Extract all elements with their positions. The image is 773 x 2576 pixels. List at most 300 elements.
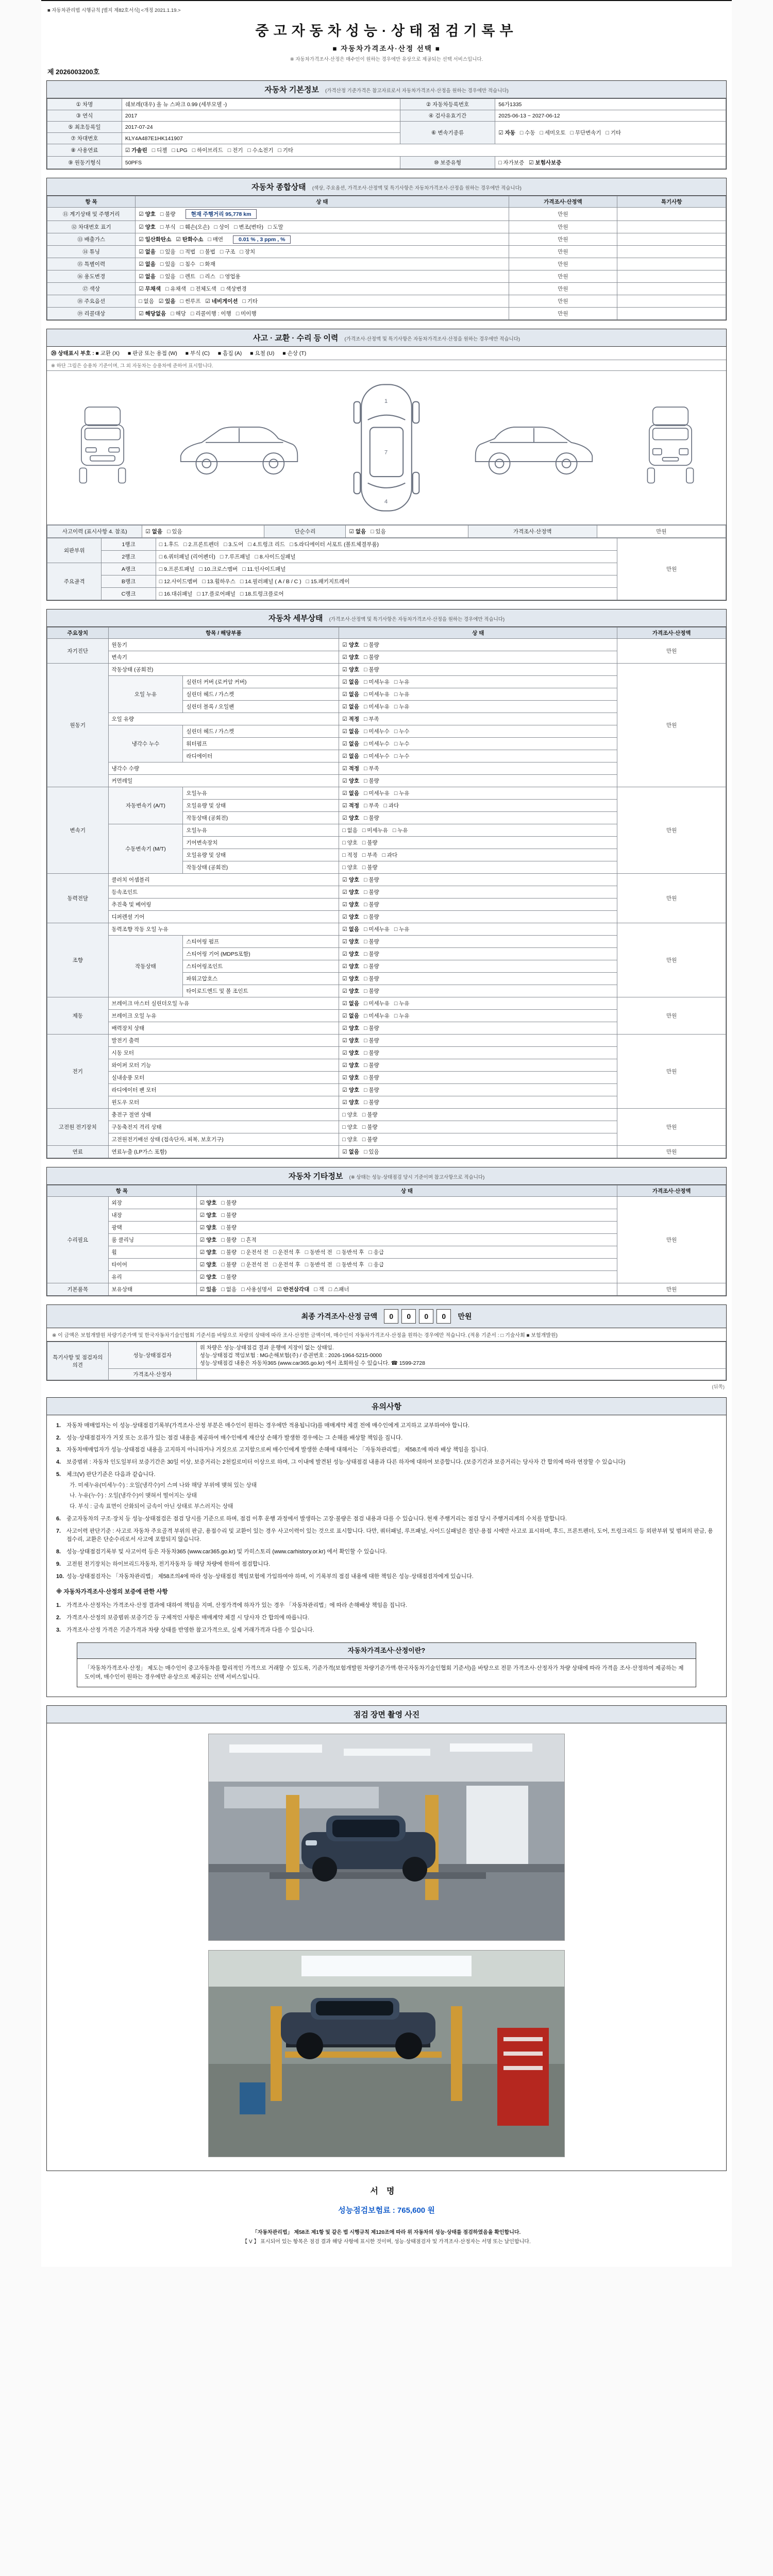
- accident-status: [47, 525, 726, 538]
- checkbox-option[interactable]: □ 있음: [160, 249, 176, 255]
- checkbox-option[interactable]: ☑ 양호: [199, 1249, 217, 1256]
- unchecked-checkbox-icon: □: [364, 790, 367, 796]
- checkbox-option[interactable]: □ 과다: [383, 803, 399, 809]
- unchecked-checkbox-icon: □: [159, 579, 163, 585]
- field-value: 실린더 헤드 / 가스켓: [183, 725, 339, 738]
- checkbox-option[interactable]: ☑ 양호: [342, 1062, 359, 1069]
- form-reference: ■ 자동차관리법 시행규칙 [별지 제82호서식] <개정 2021.1.19.>: [47, 8, 181, 13]
- unchecked-checkbox-icon: □: [199, 566, 203, 572]
- checkbox-option[interactable]: ☑ 양호: [139, 224, 156, 230]
- checkbox-option[interactable]: □ 해당: [171, 311, 186, 317]
- price-digit-box: 0: [419, 1309, 433, 1324]
- price-cell: 만원: [617, 997, 726, 1035]
- checkbox-option[interactable]: □ 미세누유: [364, 790, 390, 796]
- checkbox-option[interactable]: □ 동반석 전: [305, 1262, 332, 1268]
- checkbox-option[interactable]: □ 응급: [368, 1249, 384, 1256]
- checkbox-option[interactable]: □ 불량: [221, 1212, 237, 1218]
- checkbox-option[interactable]: □ 리스: [200, 274, 215, 280]
- checkbox-option[interactable]: ☑ 양호: [342, 654, 359, 660]
- price-appraisal-option[interactable]: ■ 자동차가격조사·산정 선택 ■: [332, 45, 441, 53]
- checkbox-option[interactable]: □ 자가보증: [498, 160, 525, 166]
- checkbox-option[interactable]: ☑ 양호: [342, 877, 359, 883]
- field-label: 동력전달: [47, 874, 109, 923]
- checkbox-option[interactable]: □ 불량: [364, 1062, 379, 1069]
- checkbox-option[interactable]: ☑ 없음: [342, 741, 359, 747]
- checkbox-option[interactable]: □ 17.플로어패널: [197, 591, 236, 597]
- checkbox-option[interactable]: □ 적법: [180, 249, 196, 255]
- checkbox-option[interactable]: ☑ 양호: [199, 1200, 217, 1206]
- checkbox-option[interactable]: ☑ 양호: [342, 1025, 359, 1031]
- field-value: [136, 208, 509, 221]
- checkbox-option[interactable]: □ 운전석 전: [241, 1249, 268, 1256]
- checkbox-option[interactable]: □ 전기: [227, 147, 243, 154]
- checkbox-option[interactable]: □ 기타: [242, 298, 258, 304]
- checkbox-option[interactable]: ☑ 양호: [342, 889, 359, 895]
- checkbox-option[interactable]: □ 잭: [314, 1286, 324, 1293]
- checkbox-option[interactable]: □ 없음: [221, 1286, 237, 1293]
- checkbox-option[interactable]: ☑ 양호: [199, 1274, 217, 1280]
- checkbox-option[interactable]: □ 불량: [221, 1237, 237, 1243]
- checkbox-option[interactable]: □ 불량: [364, 778, 379, 784]
- checked-checkbox-icon: ☑: [342, 926, 347, 933]
- checkbox-option[interactable]: □ 불량: [364, 1087, 379, 1093]
- field-label: ⑮ 특별이력: [47, 258, 136, 270]
- checkbox-option[interactable]: □ 불량: [364, 939, 379, 945]
- checkbox-option[interactable]: □ 불량: [362, 1137, 378, 1143]
- checkbox-option[interactable]: □ 11.인사이드패널: [242, 566, 286, 572]
- checkbox-option[interactable]: □ 기타: [278, 147, 293, 154]
- checkbox-option[interactable]: ☑ 양호: [342, 963, 359, 970]
- checkbox-option[interactable]: ☑ 양호: [342, 976, 359, 982]
- checkbox-option[interactable]: □ 썬루프: [180, 298, 201, 304]
- notice-subitem: 나. 누유(누수) : 오일(냉각수)이 맺혀서 떨어지는 상태: [70, 1493, 197, 1499]
- checkbox-option[interactable]: □ 디젤: [152, 147, 167, 154]
- checkbox-option[interactable]: □ 불량: [364, 877, 379, 883]
- checkbox-option[interactable]: □ 2.프론트펜더: [183, 541, 219, 548]
- checkbox-option[interactable]: □ 3.도어: [223, 541, 244, 548]
- checkbox-option[interactable]: □ 16.대쉬패널: [159, 591, 193, 597]
- unchecked-checkbox-icon: □: [241, 1286, 245, 1293]
- checkbox-option[interactable]: □ 미세누수: [364, 741, 390, 747]
- unchecked-checkbox-icon: □: [364, 815, 367, 821]
- field-value: [339, 837, 617, 849]
- checkbox-option[interactable]: □ 미세누수: [364, 753, 390, 759]
- checkbox-option[interactable]: □ 미세누유: [364, 1013, 390, 1019]
- checkbox-option[interactable]: □ 흔적: [241, 1237, 257, 1243]
- unchecked-checkbox-icon: □: [159, 554, 163, 560]
- checked-checkbox-icon: ☑: [342, 790, 347, 796]
- unchecked-checkbox-icon: □: [197, 591, 200, 597]
- checkbox-option[interactable]: ☑ 양호: [342, 667, 359, 673]
- unchecked-checkbox-icon: □: [364, 988, 367, 994]
- checkbox-option[interactable]: □ 1.후드: [159, 541, 179, 548]
- column-header: 주요장치: [47, 628, 109, 639]
- field-value: [196, 1283, 617, 1296]
- checkbox-option[interactable]: □ 부족: [362, 852, 378, 858]
- checkbox-option[interactable]: □ 장치: [240, 249, 256, 255]
- checkbox-option[interactable]: □ 불량: [362, 1112, 378, 1118]
- checkbox-option[interactable]: ☑ 없음: [342, 691, 359, 698]
- checkbox-option[interactable]: □ 미세누유: [364, 691, 390, 698]
- checkbox-option[interactable]: ☑ 양호: [342, 778, 359, 784]
- checkbox-option[interactable]: □ 불량: [221, 1225, 237, 1231]
- checkbox-option[interactable]: ☑ 양호: [342, 1075, 359, 1081]
- checkbox-option[interactable]: □ 불량: [364, 963, 379, 970]
- unchecked-checkbox-icon: □: [364, 741, 367, 747]
- checkbox-option[interactable]: □ 부족: [364, 766, 379, 772]
- checked-checkbox-icon: ☑: [342, 889, 347, 895]
- unchecked-checkbox-icon: □: [241, 1249, 245, 1256]
- checkbox-option[interactable]: ☑ 양호: [342, 951, 359, 957]
- field-value: 구동축전지 격리 상태: [108, 1121, 339, 1133]
- damage-legend-note: ※ 하단 그림은 승용차 기준이며, 그 외 자동차는 승용차에 준하여 표시합니다.: [47, 360, 726, 371]
- checkbox-option[interactable]: □ 운전석 후: [273, 1249, 300, 1256]
- checkbox-option[interactable]: ☑ 적정: [342, 803, 359, 809]
- unchecked-checkbox-icon: □: [221, 1200, 225, 1206]
- checkbox-option[interactable]: □ 12.사이드멤버: [159, 579, 198, 585]
- unchecked-checkbox-icon: □: [364, 1025, 367, 1031]
- legend-item: ■ 판금 또는 용접 (W): [128, 350, 177, 357]
- price-digit-box: 0: [384, 1309, 398, 1324]
- field-label: ⑫ 차대번호 표기: [47, 221, 136, 233]
- unchecked-checkbox-icon: □: [236, 311, 240, 317]
- field-value: [339, 1133, 617, 1146]
- checkbox-option[interactable]: □ 누유: [394, 679, 410, 685]
- checkbox-option[interactable]: □ 불량: [364, 1025, 379, 1031]
- checkbox-option[interactable]: ☑ 적정: [342, 716, 359, 722]
- field-label: ⑭ 튜닝: [47, 246, 136, 258]
- checkbox-option[interactable]: □ 렌트: [180, 274, 196, 280]
- checkbox-option[interactable]: ☑ 없음: [139, 261, 156, 267]
- checkbox-option[interactable]: ☑ 양호: [342, 1099, 359, 1106]
- checkbox-option[interactable]: □ 5.라디에이터 서포트 (볼트체결부품): [290, 541, 379, 548]
- unchecked-checkbox-icon: □: [221, 1286, 225, 1293]
- checkbox-option[interactable]: □ 누유: [392, 827, 408, 834]
- checkbox-option[interactable]: □ 변조(변타): [234, 224, 264, 230]
- checkbox-option[interactable]: □ 미세누유: [362, 827, 388, 834]
- checkbox-option[interactable]: □ 수동: [519, 130, 535, 136]
- field-value: [339, 936, 617, 948]
- checkbox-option[interactable]: □ 불량: [364, 902, 379, 908]
- checkbox-option[interactable]: □ 훼손(오손): [180, 224, 210, 230]
- checkbox-option[interactable]: □ 운전석 전: [241, 1262, 268, 1268]
- svg-text:7: 7: [384, 449, 388, 456]
- checkbox-option[interactable]: □ 부족: [364, 716, 379, 722]
- unchecked-checkbox-icon: □: [221, 1274, 225, 1280]
- checkbox-option[interactable]: □ 불량: [364, 988, 379, 994]
- checkbox-option[interactable]: ☑ 없음: [342, 1013, 359, 1019]
- checkbox-option[interactable]: ☑ 양호: [199, 1225, 217, 1231]
- checkbox-option[interactable]: ☑ 자동: [498, 130, 515, 136]
- section-detail-condition: [46, 609, 727, 1159]
- checkbox-option[interactable]: □ 불량: [364, 1038, 379, 1044]
- field-value: 위 차량은 성능·상태점검 결과 운행에 지장이 없는 상태임. 성능·상태점검 책임보험 : MG손해보험(주) / 증권번호 : 2026-1964-5215-0000 성능·상태점검 내용은 자동차365 (www.car365.go.kr) 에서 조회하실 수 있습니다. ☎ 1599-2728: [196, 1342, 726, 1369]
- field-value: 충전구 절연 상태: [108, 1109, 339, 1121]
- checkbox-option[interactable]: □ 불량: [364, 667, 379, 673]
- unchecked-checkbox-icon: □: [342, 865, 346, 871]
- checkbox-option[interactable]: □ 불량: [364, 1050, 379, 1056]
- checkbox-option[interactable]: ☑ 없음: [145, 529, 163, 535]
- checkbox-option[interactable]: □ 부족: [364, 803, 379, 809]
- checkbox-option[interactable]: □ 불법: [200, 249, 215, 255]
- checkbox-option[interactable]: □ 누수: [394, 741, 410, 747]
- checkbox-option[interactable]: □ 불량: [362, 840, 378, 846]
- checkbox-option[interactable]: □ 미이행: [236, 311, 257, 317]
- field-value: 파워고압호스: [183, 973, 339, 985]
- checkbox-option[interactable]: □ 13.휠하우스: [202, 579, 236, 585]
- checkbox-option[interactable]: □ 불량: [364, 1075, 379, 1081]
- checkbox-option[interactable]: ☑ 네비게이션: [205, 298, 238, 304]
- checkbox-option[interactable]: ☑ 양호: [342, 1050, 359, 1056]
- checkbox-option[interactable]: □ 있음: [167, 529, 182, 535]
- checkbox-option[interactable]: □ 있음: [160, 274, 176, 280]
- checkbox-option[interactable]: □ 미세누수: [364, 728, 390, 735]
- checkbox-option[interactable]: □ 구조: [220, 249, 236, 255]
- checkbox-option[interactable]: □ 15.패키지트레이: [306, 579, 350, 585]
- checkbox-option[interactable]: □ 불량: [364, 976, 379, 982]
- price-cell: 만원: [509, 258, 617, 270]
- signature-label[interactable]: 서명: [370, 2187, 403, 2196]
- checkbox-option[interactable]: ☑ 양호: [342, 815, 359, 821]
- checked-checkbox-icon: ☑: [342, 642, 347, 648]
- checkbox-option[interactable]: □ 9.프론트패널: [159, 566, 195, 572]
- checkbox-option[interactable]: ☑ 해당없음: [139, 311, 166, 317]
- field-label: 제동: [47, 997, 109, 1035]
- checkbox-option[interactable]: □ 없음: [342, 827, 358, 834]
- checkbox-option[interactable]: □ 동반석 후: [337, 1249, 364, 1256]
- checkbox-option[interactable]: □ 4.트렁크 리드: [248, 541, 285, 548]
- checkbox-option[interactable]: □ 상이: [214, 224, 230, 230]
- checkbox-option[interactable]: ☑ 없음: [342, 728, 359, 735]
- checkbox-option[interactable]: □ 8.사이드실패널: [255, 554, 296, 560]
- checkbox-option[interactable]: ☑ 양호: [199, 1212, 217, 1218]
- checkbox-option[interactable]: □ 불량: [364, 889, 379, 895]
- checkbox-option[interactable]: □ 없음: [139, 298, 154, 304]
- checkbox-option[interactable]: ☑ 양호: [342, 988, 359, 994]
- field-value: [339, 787, 617, 800]
- checkbox-option[interactable]: □ 불량: [221, 1200, 237, 1206]
- checkbox-option[interactable]: ☑ 없음: [342, 1149, 359, 1155]
- unchecked-checkbox-icon: □: [364, 902, 367, 908]
- checkbox-option[interactable]: ☑ 양호: [199, 1237, 217, 1243]
- unchecked-checkbox-icon: □: [364, 877, 367, 883]
- checkbox-option[interactable]: □ 양호: [342, 1124, 358, 1130]
- checkbox-option[interactable]: □ 누유: [394, 926, 410, 933]
- damage-legend-items: [96, 350, 315, 357]
- subgroup-label: 자동변속기 (A/T): [108, 787, 183, 824]
- field-label: ⑱ 주요옵션: [47, 295, 136, 308]
- field-value: [339, 762, 617, 775]
- checkbox-option[interactable]: □ 미세누유: [364, 704, 390, 710]
- checkbox-option[interactable]: ☑ 안전삼각대: [277, 1286, 310, 1293]
- unchecked-checkbox-icon: □: [364, 667, 367, 673]
- field-value: 원동기: [108, 639, 339, 651]
- checkbox-option[interactable]: □ 응급: [368, 1262, 384, 1268]
- field-value: 추진축 및 베어링: [108, 899, 339, 911]
- field-value: [339, 973, 617, 985]
- checkbox-option[interactable]: □ 리콜이행 : 이행: [190, 311, 231, 317]
- checkbox-option[interactable]: □ 누수: [394, 728, 410, 735]
- car-diagram-left-side: [172, 409, 306, 486]
- checkbox-option[interactable]: ☑ 보험사보증: [529, 160, 562, 166]
- checkbox-option[interactable]: □ 동반석 전: [305, 1249, 332, 1256]
- checkbox-option[interactable]: □ 미세누유: [364, 926, 390, 933]
- checkbox-option[interactable]: ☑ 없음: [342, 679, 359, 685]
- checkbox-option[interactable]: ☑ 양호: [342, 642, 359, 648]
- checkbox-option[interactable]: □ 수소전기: [247, 147, 274, 154]
- checkbox-option[interactable]: □ 기타: [606, 130, 621, 136]
- field-value: 커먼레일: [108, 775, 339, 787]
- checkbox-option[interactable]: ☑ 없음: [342, 753, 359, 759]
- checkbox-option[interactable]: □ 10.크로스멤버: [199, 566, 238, 572]
- unchecked-checkbox-icon: □: [364, 914, 367, 920]
- checkbox-option[interactable]: □ 동반석 후: [337, 1262, 364, 1268]
- section-etc-header: [47, 1167, 726, 1185]
- checkbox-option[interactable]: □ 운전석 후: [273, 1262, 300, 1268]
- field-value: [339, 651, 617, 664]
- checkbox-option[interactable]: □ 색상변경: [221, 286, 247, 292]
- checkbox-option[interactable]: □ LPG: [172, 147, 188, 154]
- unchecked-checkbox-icon: □: [364, 889, 367, 895]
- checkbox-option[interactable]: □ 불량: [221, 1249, 237, 1256]
- checkbox-option[interactable]: □ 영업용: [220, 274, 241, 280]
- checkbox-option[interactable]: ☑ 없음: [342, 926, 359, 933]
- checkbox-option[interactable]: □ 미세누유: [364, 1001, 390, 1007]
- checkbox-option[interactable]: □ 도말: [268, 224, 283, 230]
- unchecked-checkbox-icon: □: [305, 1262, 309, 1268]
- checkbox-option[interactable]: ☑ 양호: [199, 1262, 217, 1268]
- unchecked-checkbox-icon: □: [248, 541, 251, 548]
- checked-checkbox-icon: ☑: [342, 716, 347, 722]
- checkbox-option[interactable]: ☑ 적정: [342, 766, 359, 772]
- checkbox-option[interactable]: ☑ 없음: [342, 1001, 359, 1007]
- checkbox-option[interactable]: □ 누유: [394, 704, 410, 710]
- checkbox-option[interactable]: □ 불량: [221, 1262, 237, 1268]
- field-value: [156, 551, 617, 563]
- checkbox-option[interactable]: □ 누유: [394, 790, 410, 796]
- checkbox-option[interactable]: □ 부식: [160, 224, 176, 230]
- checkbox-option[interactable]: □ 침수: [180, 261, 196, 267]
- checkbox-option[interactable]: □ 양호: [342, 1137, 358, 1143]
- checkbox-option[interactable]: ☑ 양호: [342, 902, 359, 908]
- checkbox-option[interactable]: ☑ 양호: [139, 211, 156, 217]
- field-value: 타이로드엔드 및 볼 조인트: [183, 985, 339, 997]
- checkbox-option[interactable]: □ 있음: [364, 1149, 379, 1155]
- checkbox-option[interactable]: □ 불량: [364, 815, 379, 821]
- checkbox-option[interactable]: □ 불량: [362, 865, 378, 871]
- unchecked-checkbox-icon: □: [273, 1262, 277, 1268]
- checkbox-option[interactable]: ☑ 없음: [139, 249, 156, 255]
- section-photos-header: [47, 1706, 726, 1723]
- subgroup-label: A랭크: [102, 563, 156, 575]
- checked-checkbox-icon: ☑: [529, 160, 534, 166]
- checkbox-option[interactable]: □ 불량: [364, 642, 379, 648]
- checkbox-option[interactable]: □ 누유: [394, 1013, 410, 1019]
- checkbox-option[interactable]: □ 불량: [221, 1274, 237, 1280]
- checkbox-option[interactable]: ☑ 양호: [342, 1087, 359, 1093]
- field-value: 실린더 헤드 / 가스켓: [183, 688, 339, 701]
- checkbox-option[interactable]: □ 불량: [364, 951, 379, 957]
- checkbox-option[interactable]: □ 매연: [208, 236, 223, 243]
- checkbox-option[interactable]: ☑ 없음: [342, 704, 359, 710]
- checkbox-option[interactable]: □ 무단변속기: [570, 130, 601, 136]
- checkbox-option[interactable]: □ 누수: [394, 753, 410, 759]
- checkbox-option[interactable]: □ 불량: [364, 654, 379, 660]
- checkbox-option[interactable]: ☑ 무채색: [139, 286, 161, 292]
- checkbox-option[interactable]: □ 양호: [342, 840, 358, 846]
- checkbox-option[interactable]: ☑ 없음: [349, 529, 366, 535]
- field-value: 동력조향 작동 오일 누유: [108, 923, 339, 936]
- checkbox-option[interactable]: □ 18.트렁크플로어: [240, 591, 284, 597]
- checkbox-option[interactable]: ☑ 있음: [199, 1286, 217, 1293]
- page-side-marker: (뒤쪽): [712, 1384, 725, 1390]
- etc-info-table: [47, 1185, 726, 1296]
- checkbox-option[interactable]: ☑ 없음: [342, 790, 359, 796]
- checkbox-option[interactable]: ☑ 있음: [158, 298, 176, 304]
- checkbox-option[interactable]: □ 7.루프패널: [220, 554, 250, 560]
- section-overall-title: 자동차 종합상태: [251, 183, 306, 192]
- checkbox-option[interactable]: □ 14.필러패널 ( A / B / C ): [240, 579, 301, 585]
- field-value: 실린더 블록 / 오일팬: [183, 701, 339, 713]
- checkbox-option[interactable]: ☑ 가솔린: [125, 147, 147, 154]
- checkbox-option[interactable]: ☑ 없음: [139, 274, 156, 280]
- checkbox-option[interactable]: □ 스패너: [328, 1286, 349, 1293]
- checkbox-option[interactable]: ☑ 일산화탄소: [139, 236, 172, 243]
- checkbox-option[interactable]: □ 6.쿼터패널 (리어펜더): [159, 554, 215, 560]
- unchecked-checkbox-icon: □: [540, 130, 543, 136]
- field-value: [339, 775, 617, 787]
- checkbox-option[interactable]: □ 하이브리드: [192, 147, 223, 154]
- checkbox-option[interactable]: □ 불량: [160, 211, 176, 217]
- checkbox-option[interactable]: ☑ 탄화수소: [176, 236, 204, 243]
- checkbox-option[interactable]: □ 불량: [364, 1099, 379, 1106]
- checkbox-option[interactable]: □ 불량: [364, 914, 379, 920]
- checkbox-option[interactable]: □ 있음: [160, 261, 176, 267]
- unchecked-checkbox-icon: □: [172, 147, 175, 154]
- checkbox-option[interactable]: □ 누유: [394, 691, 410, 698]
- unchecked-checkbox-icon: □: [220, 274, 224, 280]
- checkbox-option[interactable]: □ 불량: [362, 1124, 378, 1130]
- field-value: [196, 1197, 617, 1209]
- checkbox-option[interactable]: ☑ 양호: [342, 1038, 359, 1044]
- checkbox-option[interactable]: ☑ 양호: [342, 939, 359, 945]
- checkbox-option[interactable]: □ 양호: [342, 1112, 358, 1118]
- checkbox-option[interactable]: □ 양호: [342, 865, 358, 871]
- unchecked-checkbox-icon: □: [394, 679, 398, 685]
- section-overall-header: [47, 178, 726, 196]
- field-value: [339, 1096, 617, 1109]
- checkbox-option[interactable]: □ 세미오토: [540, 130, 566, 136]
- field-value: 외장: [108, 1197, 196, 1209]
- unchecked-checkbox-icon: □: [364, 926, 367, 933]
- checkbox-option[interactable]: □ 화재: [200, 261, 215, 267]
- subgroup-label: 성능·상태점검자: [108, 1342, 196, 1369]
- checkbox-option[interactable]: □ 있음: [371, 529, 386, 535]
- checkbox-option[interactable]: □ 과다: [382, 852, 398, 858]
- checkbox-option[interactable]: ☑ 양호: [342, 914, 359, 920]
- checkbox-option[interactable]: □ 전체도색: [190, 286, 216, 292]
- checkbox-option[interactable]: □ 사용설명서: [241, 1286, 273, 1293]
- field-label: 자기진단: [47, 639, 109, 664]
- checkbox-option[interactable]: □ 유채색: [165, 286, 186, 292]
- checkbox-option[interactable]: □ 누유: [394, 1001, 410, 1007]
- section-basic-header: [47, 81, 726, 98]
- checkbox-option[interactable]: □ 적정: [342, 852, 358, 858]
- field-label: 연료: [47, 1146, 109, 1158]
- subgroup-label: 오일 누유: [108, 676, 183, 713]
- checkbox-option[interactable]: □ 미세누유: [364, 679, 390, 685]
- field-value: [339, 701, 617, 713]
